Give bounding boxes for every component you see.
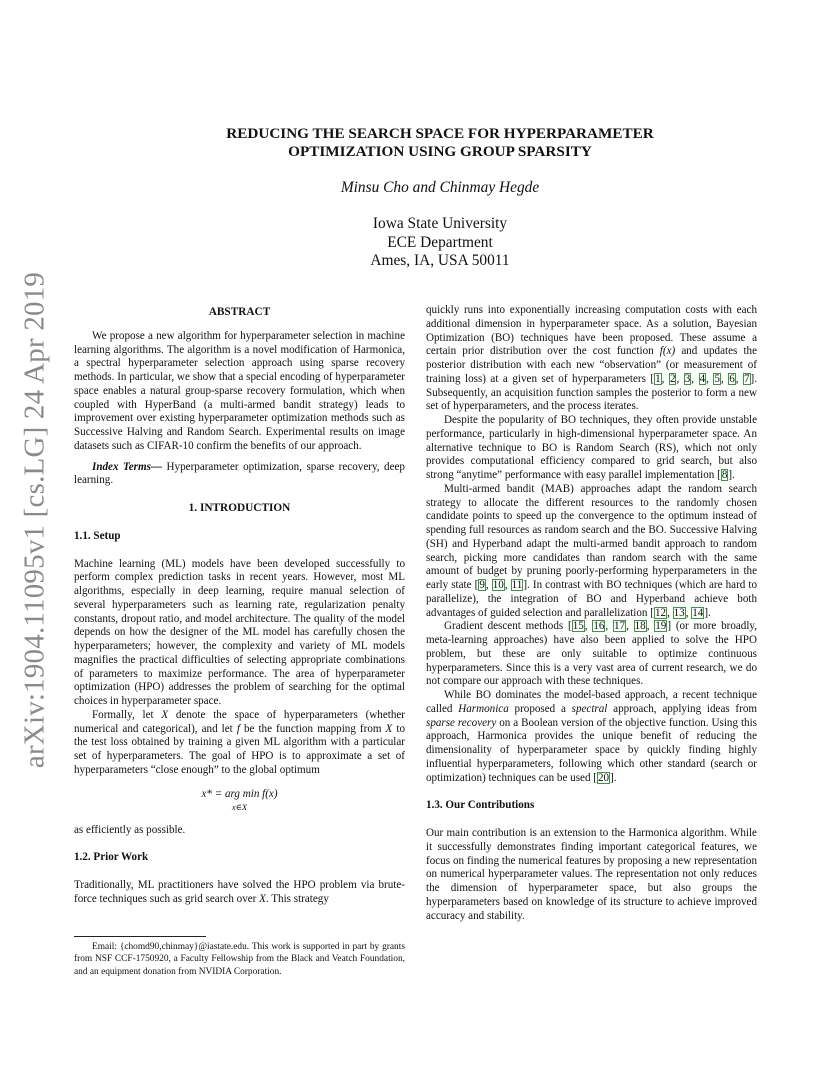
index-terms-text: Hyperparameter optimization, sparse recovery, deep learning.	[74, 460, 405, 487]
setup-paragraph-2: Formally, let X denote the space of hyperparameters (whether numerical and categorical), and let f be the function mapping from X to the test loss obtained by training a given ML algorithm with a particular set of hyperparameters. The goal of HPO is to approximate a set of hyperparameters “close enough” to the global optimum	[74, 708, 405, 776]
affiliation	[120, 215, 760, 271]
paper-title	[120, 125, 760, 161]
index-terms	[74, 461, 405, 489]
bandit-paragraph: Multi-armed bandit (MAB) approaches adapt the random search strategy to allocate the different resources to the randomly chosen candidate points to speed up the convergence to the optimum instead of spending full resources as random search and the BO. Successive Halving (SH) and Hyperband adapt the multi-armed bandit approach to random search, picking more candidates than random search with the same amount of budget by pruning poorly-performing hyperparameters in the early state [9, 10, 11]. In contrast with BO techniques (which are hard to parallelize), the integration of BO and Hyperband achieve both advantages of guided selection and parallelization [12, 13, 14].	[426, 482, 757, 619]
footnote-rule	[74, 936, 206, 937]
affiliation-line-1: Iowa State University	[372, 215, 508, 232]
citation-link[interactable]: 10	[492, 579, 504, 591]
citation-link[interactable]: 3	[684, 372, 691, 385]
section-introduction-heading: 1. INTRODUCTION	[188, 502, 291, 514]
citation-link[interactable]: 4	[699, 372, 706, 385]
subsection-contributions-heading: 1.3. Our Contributions	[426, 799, 535, 812]
setup-paragraph-3: as efficiently as possible.	[74, 823, 186, 836]
citation-link[interactable]: 1	[655, 372, 661, 385]
equation-argmin	[74, 788, 405, 814]
affiliation-line-2: ECE Department	[387, 233, 493, 251]
title-line-1: REDUCING THE SEARCH SPACE FOR HYPERPARAMETER	[226, 125, 654, 142]
gradient-paragraph: Gradient descent methods [15, 16, 17, 18, 19] (or more broadly, meta-learning approaches) have also been applied to solve the HPO problem, but these are only suitable to optimize continuous hyperparameters. Since this is a very vast area of current research, we do not compare our approach with these techniques.	[426, 620, 758, 688]
citation-link[interactable]: 8	[721, 469, 728, 481]
citation-link[interactable]: 17	[613, 620, 626, 633]
citation-link[interactable]: 2	[669, 372, 676, 385]
footnote-text: Email: {chomd90,chinmay}@iastate.edu. This work is supported in part by grants from NSF CCF-1750920, a Faculty Fellowship from the Black and Veatch Foundation, and an equipment donation from NVIDIA Corporation.	[74, 942, 405, 977]
index-terms-label: Index Terms—	[92, 460, 163, 473]
citation-link[interactable]: 20	[597, 771, 610, 784]
subsection-setup-heading: 1.1. Setup	[74, 529, 121, 542]
citation-link[interactable]: 18	[634, 620, 646, 633]
setup-paragraph-1: Machine learning (ML) models have been developed successfully to perform complex prediction tasks in recent years. However, most ML algorithms, especially in deep learning, require manual selection of several hyperparameters such as learning rate, regularization penalty constants, dropout ratio, and model architecture. The quality of the model depends on how the designer of the ML model has carefully chosen the hyperparameters; however, the complexity and variety of ML models magnifies the practical difficulties of selecting appropriate combinations of parameters to maximize performance. The area of hyperparameter optimization (HPO) addresses the problem of searching for the optimal choices in hyperparameter space.	[74, 557, 405, 707]
bo-paragraph: quickly runs into exponentially increasing computation costs with each additional dimension in hyperparameter space. As a solution, Bayesian Optimization (BO) techniques have been proposed. These assume a certain prior distribution over the cost function f(x) and updates the posterior distribution with each new “observation” (or measurement of training loss) at a given set of hyperparameters [1, 2, 3, 4, 5, 6, 7]. Subsequently, an acquisition function samples the posterior to form a new set of hyperparameters, and the process iterates.	[426, 304, 758, 413]
title-line-2: OPTIMIZATION USING GROUP SPARSITY	[288, 143, 592, 160]
citation-link[interactable]: 6	[729, 372, 735, 385]
prior-work-paragraph-1: Traditionally, ML practitioners have solved the HPO problem via brute-force techniques such as grid search over X. This strategy	[74, 879, 405, 905]
citation-link[interactable]: 16	[593, 620, 605, 633]
citation-link[interactable]: 15	[572, 620, 584, 633]
citation-link[interactable]: 11	[511, 579, 523, 591]
authors: Minsu Cho and Chinmay Hegde	[340, 179, 540, 196]
abstract-heading: ABSTRACT	[208, 306, 271, 318]
right-column	[426, 304, 757, 923]
random-search-paragraph: Despite the popularity of BO techniques, they often provide unstable performance, particularly in high-dimensional hyperparameter space. An alternative technique to BO is Random Search (RS), which not only provides computational efficiency compared to grid search, but also strong “anytime” performance with easy parallel implementation [8].	[426, 414, 757, 481]
citation-link[interactable]: 14	[692, 606, 704, 619]
citation-link[interactable]: 19	[655, 620, 667, 633]
citation-link[interactable]: 13	[673, 606, 685, 619]
subsection-prior-work-heading: 1.2. Prior Work	[74, 851, 149, 864]
citation-link[interactable]: 12	[654, 606, 667, 619]
harmonica-paragraph: While BO dominates the model-based approach, a recent technique called Harmonica proposed a spectral approach, applying ideas from sparse recovery on a Boolean version of the objective function. Using this approach, Harmonica provides the unique benefit of reducing the dimensionality of hyperparameter space by quickly finding highly influential hyperparameters, following which other standard (search or optimization) techniques can be used [20].	[426, 689, 757, 784]
abstract-text: We propose a new algorithm for hyperparameter selection in machine learning algorithms. The algorithm is a novel modification of Harmonica, a spectral hyperparameter selection approach using sparse recovery methods. In particular, we show that a special encoding of hyperparameter space enables a natural group-sparse recovery formulation, which when coupled with HyperBand (a multi-armed bandit strategy) leads to improvement over existing hyperparameter optimization methods such as Successive Halving and Random Search. Experimental results on image datasets such as CIFAR-10 confirm the benefits of our approach.	[74, 329, 405, 452]
citation-link[interactable]: 9	[479, 579, 485, 591]
contributions-paragraph: Our main contribution is an extension to the Harmonica algorithm. While it successfully demonstrates finding important categorical features, we focus on finding the numerical features by proposing a new representation on numerical hyperparameter values. The representation not only reduces the dimension of hyperparameter space, but also groups the hyperparameters based on knowledge of its structure to achieve improved accuracy and stability.	[426, 827, 757, 922]
citation-link[interactable]: 7	[744, 372, 750, 385]
arxiv-identifier	[10, 271, 60, 769]
citation-link[interactable]: 5	[714, 372, 720, 385]
footnote	[74, 941, 405, 978]
left-column	[74, 306, 405, 907]
equation-main: x* = arg min f(x)	[201, 787, 278, 800]
equation-subscript: x∈X	[231, 801, 248, 812]
affiliation-line-3: Ames, IA, USA 50011	[370, 252, 510, 269]
arxiv-identifier-text: arXiv:1904.11095v1 [cs.LG] 24 Apr 2019	[18, 271, 51, 769]
